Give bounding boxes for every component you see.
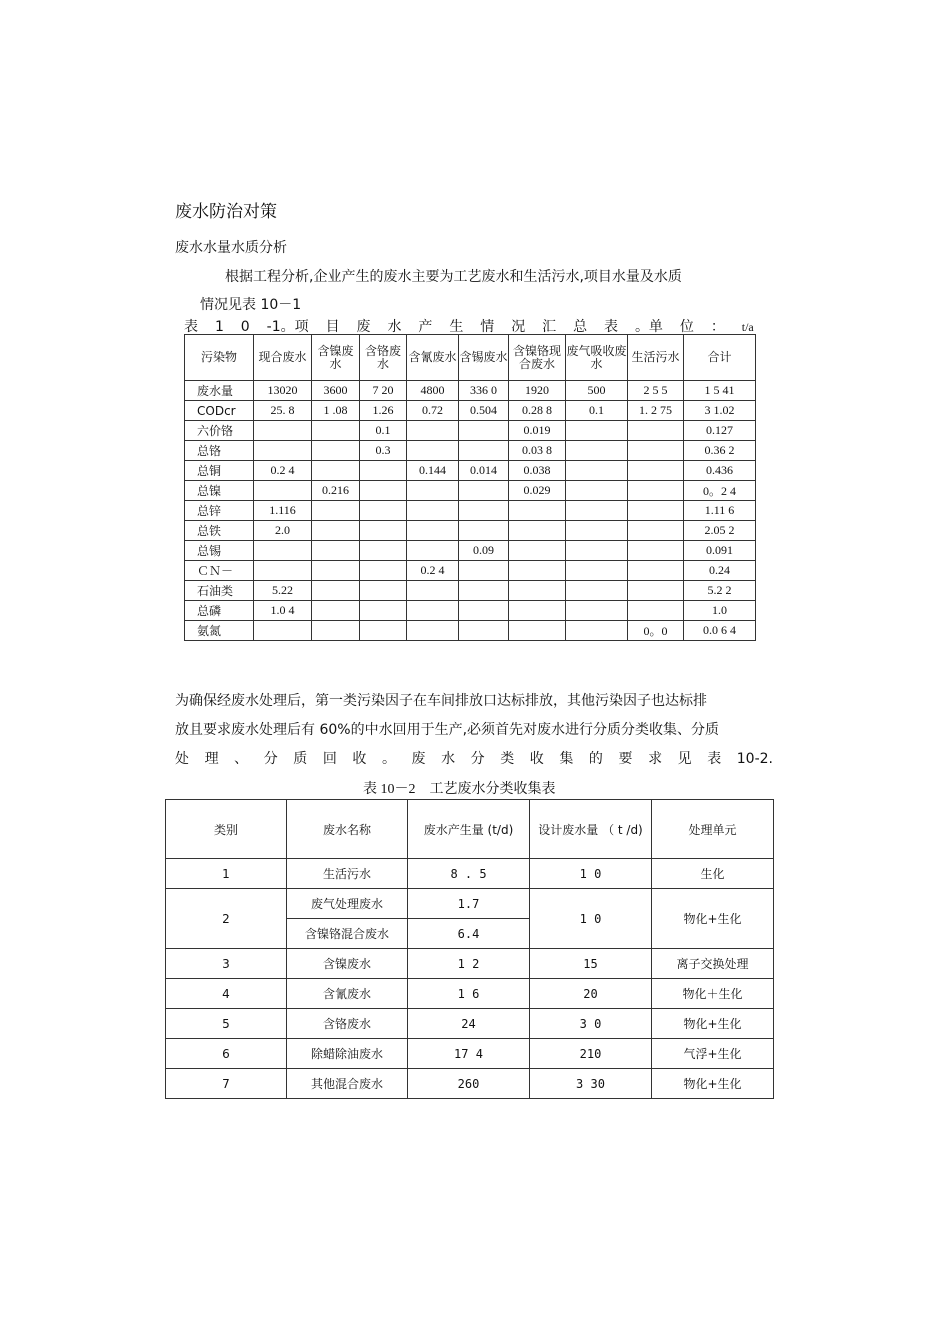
table-cell: 1 0 (530, 889, 652, 949)
body-paragraph-line: 为确保经废水处理后，第一类污染因子在车间排放口达标排放，其他污染因子也达标排 (175, 693, 707, 709)
pollutant-name: 氨氮 (185, 621, 254, 641)
pollutant-name: 总磷 (185, 601, 254, 621)
table-row (185, 401, 756, 421)
table-cell (254, 621, 312, 641)
table-cell (509, 601, 566, 621)
column-header: 现合废水 (254, 335, 312, 381)
table-cell (566, 621, 628, 641)
table-cell: 3600 (312, 381, 360, 401)
table-cell (312, 601, 360, 621)
table-cell: 1 5 41 (684, 381, 756, 401)
table-cell (459, 421, 509, 441)
table-cell: 4 (166, 979, 287, 1009)
table-cell: 17 4 (408, 1039, 530, 1069)
table-cell (459, 501, 509, 521)
table-cell: 0.1 (360, 421, 407, 441)
table-cell: 24 (408, 1009, 530, 1039)
column-header: 废水名称 (287, 800, 408, 859)
column-header: 生活污水 (628, 335, 684, 381)
table-cell (254, 441, 312, 461)
caption-part: 0 (240, 319, 250, 335)
caption-part: -1。项 (266, 319, 309, 335)
table-cell (459, 561, 509, 581)
table-cell: 20 (530, 979, 652, 1009)
column-header: 污染物 (185, 335, 254, 381)
table-cell: 0.014 (459, 461, 509, 481)
column-header: 合计 (684, 335, 756, 381)
table-cell (312, 581, 360, 601)
caption-part: 废 (356, 319, 371, 335)
table-cell (459, 601, 509, 621)
table-cell: 5.22 (254, 581, 312, 601)
table-row (185, 541, 756, 561)
column-header: 废水产生量 (t/d) (408, 800, 530, 859)
table-cell: 0.03 8 (509, 441, 566, 461)
table-cell: 0.0 6 4 (684, 621, 756, 641)
table-cell: 13020 (254, 381, 312, 401)
caption-unit: t/a (741, 320, 754, 334)
table-row (166, 889, 774, 919)
table-cell: 0.216 (312, 481, 360, 501)
table-cell: 含镍铬混合废水 (287, 919, 408, 949)
table-cell (566, 441, 628, 461)
table-header-row (185, 335, 756, 381)
table-cell: 7 (166, 1069, 287, 1099)
column-header: 类别 (166, 800, 287, 859)
table-cell: 2 5 5 (628, 381, 684, 401)
table-cell (628, 561, 684, 581)
table-cell (407, 621, 459, 641)
table-cell: 含镍废水 (287, 949, 408, 979)
table-cell (459, 581, 509, 601)
table-cell (566, 601, 628, 621)
table-cell: 500 (566, 381, 628, 401)
table-cell (459, 521, 509, 541)
intro-paragraph-line: 情况见表 10－1 (200, 297, 302, 313)
table-cell: 5 (166, 1009, 287, 1039)
table-cell: 0.28 8 (509, 401, 566, 421)
caption-part: 况 (511, 319, 526, 335)
table-cell (254, 561, 312, 581)
table-cell (407, 581, 459, 601)
table-cell: 0.504 (459, 401, 509, 421)
table-cell: 15 (530, 949, 652, 979)
table-cell (312, 561, 360, 581)
table-cell: 1.26 (360, 401, 407, 421)
pollutant-name: 总锡 (185, 541, 254, 561)
table-cell (628, 441, 684, 461)
table-cell (360, 541, 407, 561)
table-row (185, 561, 756, 581)
table-cell: 离子交换处理 (652, 949, 774, 979)
table-cell (312, 521, 360, 541)
table-cell: 2.0 (254, 521, 312, 541)
table-row (166, 1039, 774, 1069)
table-cell: 1.11 6 (684, 501, 756, 521)
table-cell (254, 421, 312, 441)
table-cell (628, 461, 684, 481)
table-cell: 0.091 (684, 541, 756, 561)
table-cell: 0.127 (684, 421, 756, 441)
table-cell: 0.1 (566, 401, 628, 421)
table-cell (566, 461, 628, 481)
caption-part: 目 (325, 319, 340, 335)
table-cell (407, 501, 459, 521)
table-cell: 生化 (652, 859, 774, 889)
table-cell (628, 601, 684, 621)
table-row (185, 421, 756, 441)
pollutant-name: 废水量 (185, 381, 254, 401)
table-cell (459, 441, 509, 461)
table-cell: 0。2 4 (684, 481, 756, 501)
caption-part: 表 (184, 319, 198, 335)
table-cell: 1 6 (408, 979, 530, 1009)
caption-part: 1 (214, 319, 224, 335)
table-cell: 其他混合废水 (287, 1069, 408, 1099)
table-cell (360, 481, 407, 501)
table-cell: 25. 8 (254, 401, 312, 421)
table-row (185, 501, 756, 521)
table-cell: 0.24 (684, 561, 756, 581)
table-cell (628, 481, 684, 501)
table-cell: 0.038 (509, 461, 566, 481)
table-cell (509, 621, 566, 641)
table-cell: 物化+生化 (652, 889, 774, 949)
table-cell (566, 541, 628, 561)
body-paragraph-line: 处 理 、 分 质 回 收 。 废 水 分 类 收 集 的 要 求 见 表 10-2. (175, 751, 773, 767)
table-cell: 260 (408, 1069, 530, 1099)
table-cell: 废气处理废水 (287, 889, 408, 919)
table-cell (459, 481, 509, 501)
caption-part: 水 (387, 319, 402, 335)
table-cell (312, 461, 360, 481)
table-cell: 生活污水 (287, 859, 408, 889)
table-cell: 7 20 (360, 381, 407, 401)
pollutant-name: CODcr (185, 401, 254, 421)
table-cell (566, 481, 628, 501)
table-cell (509, 561, 566, 581)
column-header: 设计废水量 （ t /d) (530, 800, 652, 859)
table-cell: 3 (166, 949, 287, 979)
caption-part: 产 (418, 319, 433, 335)
column-header: 含镍废水 (312, 335, 360, 381)
table-cell: 1.0 (684, 601, 756, 621)
table-row (166, 979, 774, 1009)
caption-part: ： (710, 319, 725, 335)
pollutant-name: 总铬 (185, 441, 254, 461)
table-row (185, 601, 756, 621)
table-cell: 0.029 (509, 481, 566, 501)
table-cell (566, 561, 628, 581)
table-cell: 8 . 5 (408, 859, 530, 889)
table-cell (360, 601, 407, 621)
table-cell: 除蜡除油废水 (287, 1039, 408, 1069)
table-cell (254, 481, 312, 501)
table-cell (509, 501, 566, 521)
subsection-heading: 废水水量水质分析 (175, 240, 287, 256)
section-heading: 废水防治对策 (175, 202, 277, 222)
table-cell: 2.05 2 (684, 521, 756, 541)
table-cell (566, 421, 628, 441)
table-cell (360, 561, 407, 581)
table-cell (360, 501, 407, 521)
pollutant-name: 总铁 (185, 521, 254, 541)
column-header: 含镍铬现合废水 (509, 335, 566, 381)
table-cell (566, 521, 628, 541)
table-cell: 210 (530, 1039, 652, 1069)
column-header: 处理单元 (652, 800, 774, 859)
table-cell (509, 581, 566, 601)
table-cell (312, 501, 360, 521)
table-cell: 1 0 (530, 859, 652, 889)
intro-paragraph-line: 根据工程分析,企业产生的废水主要为工艺废水和生活污水,项目水量及水质 (225, 269, 682, 285)
table-cell: 0.3 (360, 441, 407, 461)
table-cell: 2 (166, 889, 287, 949)
table-cell: 1. 2 75 (628, 401, 684, 421)
table-cell: 1 (166, 859, 287, 889)
table-cell: 5.2 2 (684, 581, 756, 601)
table-cell: 物化+生化 (652, 1069, 774, 1099)
table-cell: 0.019 (509, 421, 566, 441)
table-cell (312, 421, 360, 441)
table-cell: 3 1.02 (684, 401, 756, 421)
table-row (166, 1009, 774, 1039)
table-cell: 气浮+生化 (652, 1039, 774, 1069)
table-cell: 1920 (509, 381, 566, 401)
table-row (185, 461, 756, 481)
table-cell (312, 441, 360, 461)
pollutant-name: 总锌 (185, 501, 254, 521)
table-row (166, 859, 774, 889)
table-cell (407, 601, 459, 621)
table-cell: 1.116 (254, 501, 312, 521)
table-cell: 6.4 (408, 919, 530, 949)
caption-part: 表 (604, 319, 618, 335)
table-cell (628, 501, 684, 521)
wastewater-classification-table (165, 799, 774, 1099)
table-header-row (166, 800, 774, 859)
column-header: 废气吸收废水 (566, 335, 628, 381)
table-row (166, 949, 774, 979)
body-paragraph-line: 放且要求废水处理后有 60%的中水回用于生产,必须首先对废水进行分质分类收集、分质 (175, 722, 720, 738)
table-cell (407, 441, 459, 461)
pollutant-name: 六价铬 (185, 421, 254, 441)
table-cell (360, 621, 407, 641)
table-cell (312, 621, 360, 641)
table-cell: 0。0 (628, 621, 684, 641)
table-cell (628, 521, 684, 541)
table-cell (407, 521, 459, 541)
table-cell (254, 541, 312, 561)
table-cell: 4800 (407, 381, 459, 401)
caption-part: 总 (573, 319, 588, 335)
table-cell: 0.2 4 (407, 561, 459, 581)
table-cell: 336 0 (459, 381, 509, 401)
table-cell: 0.09 (459, 541, 509, 561)
pollutant-name: 总铜 (185, 461, 254, 481)
table-cell (628, 421, 684, 441)
pollutant-name: 石油类 (185, 581, 254, 601)
table-cell (628, 581, 684, 601)
pollutant-name: 总镍 (185, 481, 254, 501)
table-cell: 物化+生化 (652, 1009, 774, 1039)
table1-caption (184, 316, 754, 336)
column-header: 含铬废水 (360, 335, 407, 381)
table-cell (360, 581, 407, 601)
column-header: 含锡废水 (459, 335, 509, 381)
table-cell: 6 (166, 1039, 287, 1069)
table-cell: 0.72 (407, 401, 459, 421)
caption-part: 生 (449, 319, 464, 335)
table-cell: 0.144 (407, 461, 459, 481)
table-cell (509, 521, 566, 541)
table-row (185, 441, 756, 461)
table-cell (566, 581, 628, 601)
table-cell (628, 541, 684, 561)
wastewater-summary-table (184, 334, 756, 641)
table-cell: 1.7 (408, 889, 530, 919)
table-cell (407, 481, 459, 501)
table-row (185, 581, 756, 601)
table-cell (407, 541, 459, 561)
table-row (185, 381, 756, 401)
table-cell (566, 501, 628, 521)
table-row (185, 481, 756, 501)
table-cell: 物化＋生化 (652, 979, 774, 1009)
table-cell: 3 30 (530, 1069, 652, 1099)
table-cell: 0.436 (684, 461, 756, 481)
table-cell: 1 .08 (312, 401, 360, 421)
table-cell (360, 521, 407, 541)
table-cell (459, 621, 509, 641)
table-cell: 0.36 2 (684, 441, 756, 461)
caption-part: 情 (480, 319, 495, 335)
column-header: 含氰废水 (407, 335, 459, 381)
table-cell: 含铬废水 (287, 1009, 408, 1039)
table-cell: 0.2 4 (254, 461, 312, 481)
table-cell (360, 461, 407, 481)
table-cell: 含氰废水 (287, 979, 408, 1009)
caption-part: 位 (679, 319, 694, 335)
pollutant-name: ＣＮ－ (185, 561, 254, 581)
table-row (166, 1069, 774, 1099)
table-row (185, 621, 756, 641)
table-cell (509, 541, 566, 561)
table2-caption: 表 10－2 工艺废水分类收集表 (363, 782, 556, 797)
table-cell: 1.0 4 (254, 601, 312, 621)
caption-part: 汇 (542, 319, 557, 335)
table-cell (407, 421, 459, 441)
caption-part: 。单 (634, 319, 663, 335)
table-row (185, 521, 756, 541)
table-cell (312, 541, 360, 561)
table-cell: 1 2 (408, 949, 530, 979)
table-cell: 3 0 (530, 1009, 652, 1039)
